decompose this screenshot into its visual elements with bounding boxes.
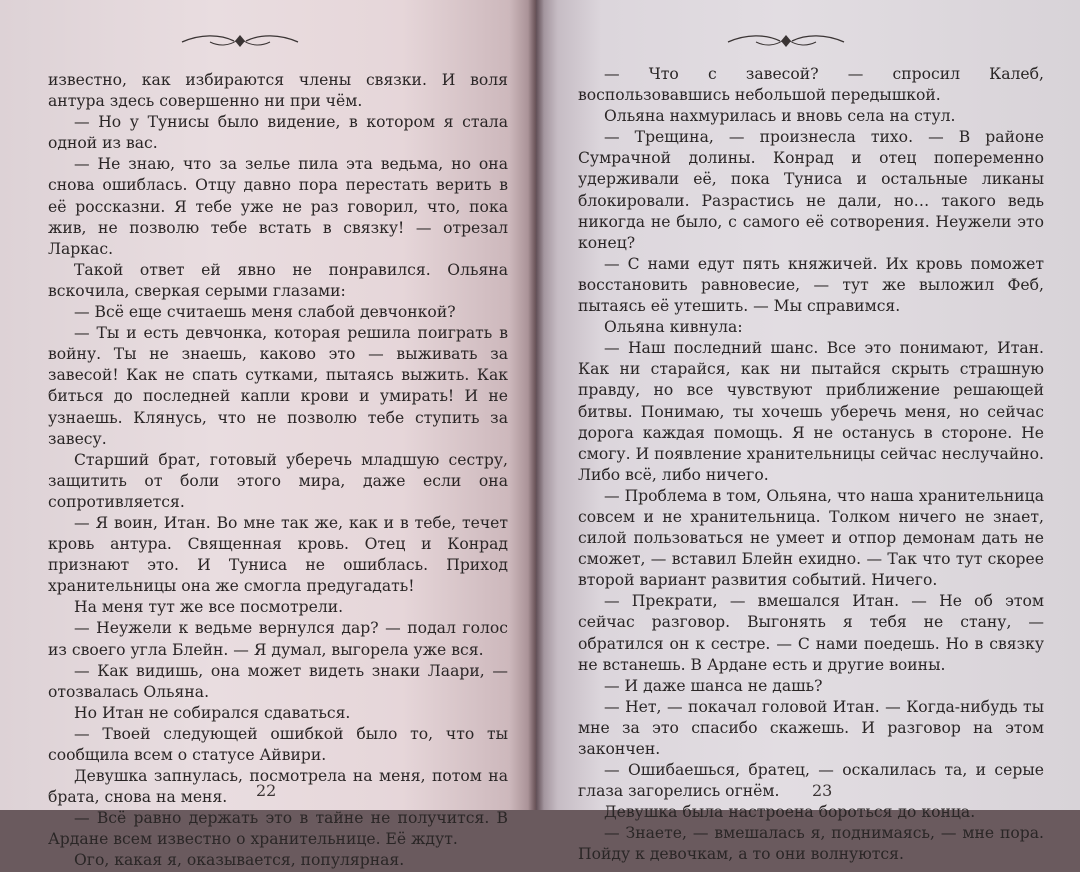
- page-number: 23: [812, 781, 833, 800]
- paragraph: — И даже шанса не дашь?: [604, 676, 823, 695]
- page-number: 22: [256, 781, 277, 800]
- paragraph: Девушка была настроена бороться до конца.: [604, 803, 976, 822]
- paragraph: Ого, какая я, оказывается, популярная.: [74, 851, 405, 870]
- paragraph: — Ты и есть девчонка, которая решила поиграть в войну. Ты не знаешь, каково это — выживать за завесой! Как не спать сутками, пытаясь выжить. Как биться до последней капли крови и умирать! И не узнаешь. Клянусь, что не позволю тебе ступить за завесу.: [48, 324, 508, 448]
- paragraph: Но Итан не собирался сдаваться.: [74, 703, 351, 722]
- paragraph: — Знаете, — вмешалась я, поднимаясь, — мне пора. Пойду к девочкам, а то они волнуются.: [578, 824, 1044, 864]
- paragraph: — Но у Тунисы было видение, в котором я стала одной из вас.: [48, 113, 508, 153]
- paragraph: — Нет, — покачал головой Итан. — Когда-нибудь ты мне за это спасибо скажешь. И разговор на этом закончен.: [578, 697, 1044, 758]
- paragraph: Ольяна кивнула:: [604, 318, 743, 337]
- paragraph: — Что с завесой? — спросил Калеб, воспользовавшись небольшой передышкой.: [578, 65, 1044, 105]
- paragraph: — Всё еще считаешь меня слабой девчонкой?: [74, 303, 456, 322]
- left-page-text: [48, 70, 508, 872]
- paragraph: — Твоей следующей ошибкой было то, что ты сообщила всем о статусе Айвири.: [48, 724, 508, 764]
- ornament-icon: [726, 30, 846, 52]
- paragraph: известно, как избираются члены связки. И воля антура здесь совершенно ни при чём.: [48, 71, 508, 111]
- paragraph: — Проблема в том, Ольяна, что наша хранительница совсем и не хранительница. Толком ничего не знает, силой пользоваться не умеет и отпор демонам дать не сможет, — вставил Блейн ехидно. — Так что тут скорее второй вариант развития событий. Ничего.: [578, 486, 1044, 590]
- paragraph: — Всё равно держать это в тайне не получится. В Ардане всем известно о хранительнице. Её ждут.: [48, 809, 508, 849]
- left-page: [0, 0, 536, 870]
- paragraph: — Наш последний шанс. Все это понимают, Итан. Как ни старайся, как ни пытайся скрыть страшную правду, но все чувствуют приближение решающей битвы. Понимаю, ты хочешь уберечь меня, но сейчас дорога каждая помощь. Я не останусь в стороне. Не смогу. И появление хранительницы сейчас неслучайно. Либо всё, либо ничего.: [578, 339, 1044, 484]
- paragraph: — С нами едут пять княжичей. Их кровь поможет восстановить равновесие, — тут же выложил Феб, пытаясь её утешить. — Мы справимся.: [578, 254, 1044, 316]
- paragraph: — Ошибаешься, братец, — оскалилась та, и серые глаза загорелись огнём.: [578, 761, 1044, 801]
- paragraph: — Не знаю, что за зелье пила эта ведьма, но она снова ошиблась. Отцу давно пора перестать верить в её россказни. Я тебе уже не раз говорил, что, пока жив, не позволю тебе встать в связку! — отрезал Ларкас.: [48, 155, 508, 258]
- paragraph: Такой ответ ей явно не понравился. Ольяна вскочила, сверкая серыми глазами:: [48, 260, 508, 300]
- paragraph: Старший брат, готовый уберечь младшую сестру, защитить от боли этого мира, даже если она сопротивляется.: [48, 450, 508, 511]
- paragraph: — Я воин, Итан. Во мне так же, как и в тебе, течет кровь антура. Священная кровь. Отец и Конрад признают это. И Туниса не ошиблась. Приход хранительницы она же смогла предугадать!: [48, 513, 508, 596]
- right-page-text: [578, 64, 1044, 866]
- paragraph: — Как видишь, она может видеть знаки Лаари, — отозвалась Ольяна.: [48, 661, 508, 701]
- paragraph: На меня тут же все посмотрели.: [74, 598, 344, 617]
- paragraph: Ольяна нахмурилась и вновь села на стул.: [604, 107, 956, 126]
- book-gutter: [528, 0, 544, 810]
- paragraph: — Неужели к ведьме вернулся дар? — подал голос из своего угла Блейн. — Я думал, выгорела уже вся.: [48, 619, 508, 659]
- ornament-icon: [180, 30, 300, 52]
- paragraph: Девушка запнулась, посмотрела на меня, потом на брата, снова на меня.: [48, 767, 508, 807]
- right-page: [536, 0, 1080, 864]
- paragraph: — Трещина, — произнесла тихо. — В районе Сумрачной долины. Конрад и отец попеременно удерживали её, пока Туниса и остальные ликаны блокировали. Разрастись не дали, но… такого ведь никогда не было, с самого её сотворения. Неужели это конец?: [578, 128, 1044, 252]
- paragraph: — Прекрати, — вмешался Итан. — Не об этом сейчас разговор. Выгонять я тебя не стану, — обратился он к сестре. — С нами поедешь. Но в связку не встанешь. В Ардане есть и другие воины.: [578, 592, 1044, 674]
